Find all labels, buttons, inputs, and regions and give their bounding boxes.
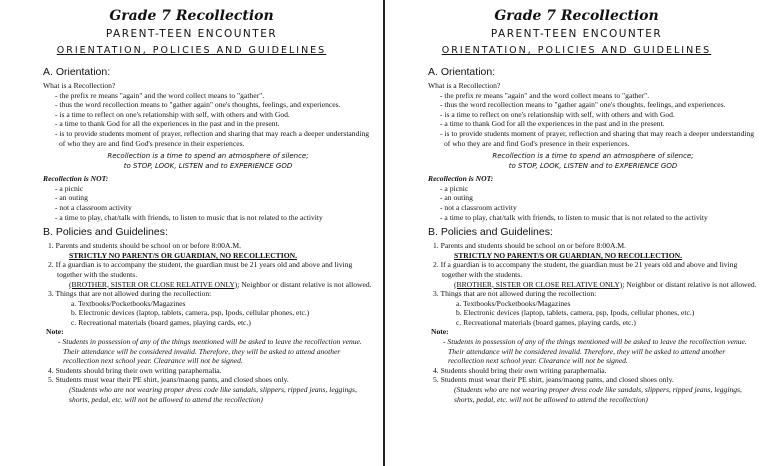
policy-item-4: 4. Students should bring their own writing paraphernalia. [433,365,607,375]
orientation-question: What is a Recollection? [43,81,116,90]
policy-item-3-sub: b. Electronic devices (laptop, tablets, camera, psp, Ipods, cellular phones, etc.) [71,308,310,318]
policy-item-2-relatives: (BROTHER, SISTER OR CLOSE RELATIVE ONLY) [69,279,238,289]
handout-page-left [0,0,383,466]
orientation-line: - a time to thank God for all the experiences in the past and in the present. [440,119,665,129]
orientation-line: - the prefix re means "again" and the word collect means to "gather". [55,90,265,100]
policy-item-2-relatives: (BROTHER, SISTER OR CLOSE RELATIVE ONLY) [454,279,623,289]
orientation-line: - a time to thank God for all the experiences in the past and in the present. [55,119,280,129]
policy-item-5-note: (Students who are not wearing proper dress code like sandals, slippers, ripped jeans, leggings, shorts, pedal, etc. will not be allowed to attend the recollection) [69,385,357,404]
policy-item-3-sub: b. Electronic devices (laptop, tablets, camera, psp, Ipods, cellular phones, etc.) [456,308,695,318]
policy-item-1-strong: STRICTLY NO PARENT/S OR GUARDIAN, NO RECOLLECTION. [454,250,682,260]
handout-title: Grade 7 Recollection [109,8,274,24]
quote-line-2: to STOP, LOOK, LISTEN and to EXPERIENCE GOD [123,162,293,171]
orientation-question: What is a Recollection? [428,81,501,90]
not-item: - an outing [55,193,88,203]
note-label: Note: [46,327,64,337]
note-text: - Students in possession of any of the things mentioned will be asked to leave the recollection venue. Their attendance will be considered invalid. Therefore, they will be asked to attend another recollection next school year. Clearance will not be signed. [58,337,362,366]
handout-page-right [385,0,768,466]
policy-item-3-sub: c. Recreational materials (board games, playing cards, etc.) [71,317,251,327]
policy-item-2-detail [43,280,373,290]
not-heading: Recollection is NOT: [43,174,109,184]
orientation-line: - is a time to reflect on one's relationship with self, with others and with God. [440,109,675,119]
note-label: Note: [431,327,449,337]
quote-line-1: Recollection is a time to spend an atmosphere of silence; [107,152,309,161]
not-item: - a time to play, chat/talk with friends, to listen to music that is not related to the activity [55,212,323,222]
section-b-heading: B. Policies and Guidelines: [428,226,553,239]
policy-item-1-strong: STRICTLY NO PARENT/S OR GUARDIAN, NO RECOLLECTION. [69,250,297,260]
note-text: - Students in possession of any of the things mentioned will be asked to leave the recollection venue. Their attendance will be considered invalid. Therefore, they will be asked to attend another recollection next school year. Clearance will not be signed. [443,337,747,366]
handout-subtitle: PARENT-TEEN ENCOUNTER [105,28,278,40]
policy-item-2: 2. If a guardian is to accompany the student, the guardian must be 21 years old and above and living together with the students. [433,260,738,279]
not-item: - an outing [440,193,473,203]
orientation-line: - is a time to reflect on one's relationship with self, with others and with God. [55,109,290,119]
orientation-line: - thus the word recollection means to "gather again" one's thoughts, feelings, and experiences. [55,100,341,110]
orientation-line: - the prefix re means "again" and the word collect means to "gather". [440,90,650,100]
policy-item-3-sub: c. Recreational materials (board games, playing cards, etc.) [456,317,636,327]
policy-item-2-detail [428,280,758,290]
handout-subtitle-2: ORIENTATION, POLICIES AND GUIDELINES [441,45,712,56]
handout-body [43,66,373,404]
not-item: - a picnic [440,183,469,193]
orientation-line: - is to provide students moment of prayer, reflection and sharing that may reach a deeper understanding of who they are and find God's presence in their experiences. [55,128,370,148]
handout-subtitle-2: ORIENTATION, POLICIES AND GUIDELINES [56,45,327,56]
policy-item-1: 1. Parents and students should be school on or before 8:00A.M. [433,241,626,251]
policy-item-3: 3. Things that are not allowed during the recollection: [433,289,597,299]
policy-item-4: 4. Students should bring their own writing paraphernalia. [48,365,222,375]
section-b-heading: B. Policies and Guidelines: [43,226,168,239]
not-item: - not a classroom activity [440,202,517,212]
not-item: - a time to play, chat/talk with friends, to listen to music that is not related to the activity [440,212,708,222]
recollection-quote [43,151,373,171]
not-item: - a picnic [55,183,84,193]
policy-item-5: 5. Students must wear their PE shirt, jeans/maong pants, and closed shoes only. [48,375,289,385]
not-item: - not a classroom activity [55,202,132,212]
handout-body [428,66,758,404]
policy-item-2-tail: ; Neighbor or distant relative is not allowed. [622,279,757,289]
policy-item-3: 3. Things that are not allowed during the recollection: [48,289,212,299]
policy-item-2-tail: ; Neighbor or distant relative is not allowed. [237,279,372,289]
not-heading: Recollection is NOT: [428,174,494,184]
policy-item-2: 2. If a guardian is to accompany the student, the guardian must be 21 years old and above and living together with the students. [48,260,353,279]
orientation-line: - is to provide students moment of prayer, reflection and sharing that may reach a deeper understanding of who they are and find God's presence in their experiences. [440,128,755,148]
orientation-line: - thus the word recollection means to "gather again" one's thoughts, feelings, and experiences. [440,100,726,110]
handout-subtitle: PARENT-TEEN ENCOUNTER [490,28,663,40]
policy-item-3-sub: a. Textbooks/Pocketbooks/Magazines [456,298,571,308]
policy-item-1: 1. Parents and students should be school on or before 8:00A.M. [48,241,241,251]
handout-title: Grade 7 Recollection [494,8,659,24]
quote-line-1: Recollection is a time to spend an atmosphere of silence; [492,152,694,161]
policy-item-5: 5. Students must wear their PE shirt, jeans/maong pants, and closed shoes only. [433,375,674,385]
policy-item-5-note: (Students who are not wearing proper dress code like sandals, slippers, ripped jeans, leggings, shorts, pedal, etc. will not be allowed to attend the recollection) [454,385,742,404]
section-a-heading: A. Orientation: [428,66,496,78]
quote-line-2: to STOP, LOOK, LISTEN and to EXPERIENCE GOD [508,162,678,171]
section-a-heading: A. Orientation: [43,66,111,78]
recollection-quote [428,151,758,171]
policy-item-3-sub: a. Textbooks/Pocketbooks/Magazines [71,298,186,308]
